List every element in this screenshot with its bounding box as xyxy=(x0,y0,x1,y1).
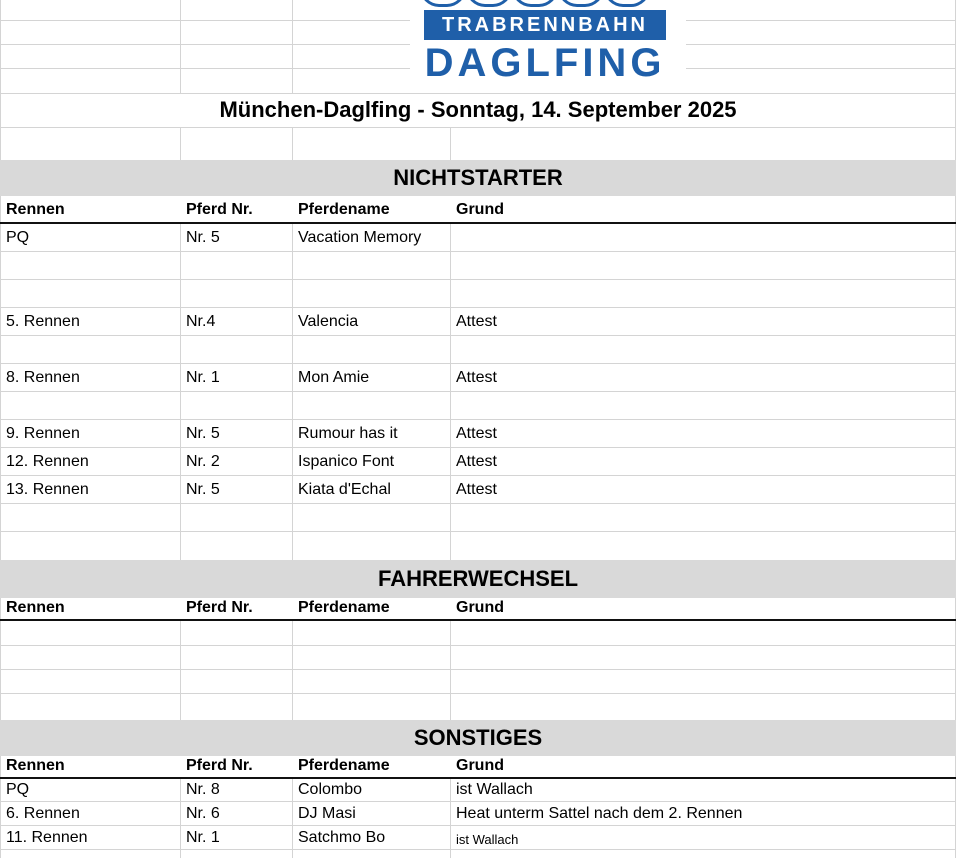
table-cell-rennen: 9. Rennen xyxy=(6,425,80,442)
grid-line xyxy=(0,849,956,850)
table-cell-nr: Nr. 5 xyxy=(186,229,220,246)
logo-line1: TRABRENNBAHN xyxy=(442,14,648,36)
section-title-nichtstarter: NICHTSTARTER xyxy=(393,165,563,190)
grid-line xyxy=(0,669,956,670)
table-cell-name: DJ Masi xyxy=(298,805,356,822)
table-cell-nr: Nr. 5 xyxy=(186,481,220,498)
table-cell-name: Mon Amie xyxy=(298,369,370,386)
grid-line xyxy=(0,447,956,448)
column-header-rennen: Rennen xyxy=(6,599,65,616)
grid-line xyxy=(0,801,956,802)
grid-line xyxy=(0,93,956,94)
header-rule xyxy=(0,619,956,621)
grid-line xyxy=(180,779,181,858)
table-cell-grund: Attest xyxy=(456,369,497,386)
section-title-fahrerwechsel: FAHRERWECHSEL xyxy=(377,566,579,591)
table-cell-grund: Attest xyxy=(456,425,497,442)
grid-line xyxy=(0,127,956,128)
table-cell-name: Valencia xyxy=(298,313,359,330)
table-cell-rennen: 6. Rennen xyxy=(6,805,80,822)
grid-line xyxy=(450,224,451,560)
grid-line xyxy=(0,645,956,646)
logo-line2: DAGLFING xyxy=(424,41,666,85)
grid-line xyxy=(180,0,181,93)
column-header-pferdename: Pferdename xyxy=(298,599,390,616)
table-cell-nr: Nr. 8 xyxy=(186,781,220,798)
grid-line xyxy=(292,224,293,560)
table-cell-name: Colombo xyxy=(298,781,363,798)
grid-line xyxy=(0,503,956,504)
table-cell-grund: Heat unterm Sattel nach dem 2. Rennen xyxy=(456,805,743,822)
grid-line xyxy=(292,621,293,720)
grid-line xyxy=(0,307,956,308)
grid-line xyxy=(292,779,293,858)
grid-line xyxy=(180,127,181,160)
table-cell-name: Rumour has it xyxy=(298,425,398,442)
table-cell-rennen: 11. Rennen xyxy=(6,829,88,846)
grid-line xyxy=(292,127,293,160)
table-cell-name: Vacation Memory xyxy=(298,229,422,246)
column-header-grund: Grund xyxy=(456,757,504,774)
column-header-rennen: Rennen xyxy=(6,757,65,774)
column-header-pferd-nr: Pferd Nr. xyxy=(186,757,253,774)
header-rule xyxy=(0,777,956,779)
grid-line xyxy=(0,251,956,252)
table-cell-rennen: PQ xyxy=(6,781,30,798)
table-cell-nr: Nr.4 xyxy=(186,313,216,330)
column-header-grund: Grund xyxy=(456,599,504,616)
grid-line xyxy=(0,335,956,336)
table-cell-nr: Nr. 5 xyxy=(186,425,220,442)
column-header-pferd-nr: Pferd Nr. xyxy=(186,201,253,218)
grid-line xyxy=(0,279,956,280)
page-title: München-Daglfing - Sonntag, 14. September 2025 xyxy=(219,97,737,122)
table-cell-rennen: 12. Rennen xyxy=(6,453,89,470)
column-header-pferdename: Pferdename xyxy=(298,757,390,774)
column-header-grund: Grund xyxy=(456,201,504,218)
grid-line xyxy=(450,127,451,160)
grid-line xyxy=(0,419,956,420)
grid-line xyxy=(450,621,451,720)
header-rule xyxy=(0,222,956,224)
table-cell-grund: ist Wallach xyxy=(456,781,533,798)
table-cell-nr: Nr. 6 xyxy=(186,805,220,822)
grid-line xyxy=(292,0,293,93)
column-header-pferd-nr: Pferd Nr. xyxy=(186,599,253,616)
grid-line xyxy=(0,391,956,392)
column-header-rennen: Rennen xyxy=(6,201,65,218)
grid-line xyxy=(0,363,956,364)
table-cell-grund: Attest xyxy=(456,481,497,498)
table-cell-name: Satchmo Bo xyxy=(298,829,386,846)
grid-line xyxy=(450,779,451,858)
column-header-pferdename: Pferdename xyxy=(298,201,390,218)
table-cell-grund: Attest xyxy=(456,453,497,470)
grid-line xyxy=(180,621,181,720)
table-cell-name: Kiata d'Echal xyxy=(298,481,391,498)
grid-line xyxy=(0,531,956,532)
grid-line xyxy=(0,693,956,694)
table-cell-rennen: PQ xyxy=(6,229,30,246)
table-cell-rennen: 8. Rennen xyxy=(6,369,80,386)
table-cell-grund: Attest xyxy=(456,313,497,330)
table-cell-nr: Nr. 1 xyxy=(186,369,220,386)
section-title-sonstiges: SONSTIGES xyxy=(413,725,543,750)
grid-line xyxy=(0,825,956,826)
table-cell-nr: Nr. 1 xyxy=(186,829,220,846)
grid-line xyxy=(180,224,181,560)
table-cell-rennen: 13. Rennen xyxy=(6,481,89,498)
table-cell-nr: Nr. 2 xyxy=(186,453,220,470)
table-cell-grund: ist Wallach xyxy=(456,832,519,847)
grid-line xyxy=(0,475,956,476)
table-cell-rennen: 5. Rennen xyxy=(6,313,80,330)
table-cell-name: Ispanico Font xyxy=(298,453,395,470)
